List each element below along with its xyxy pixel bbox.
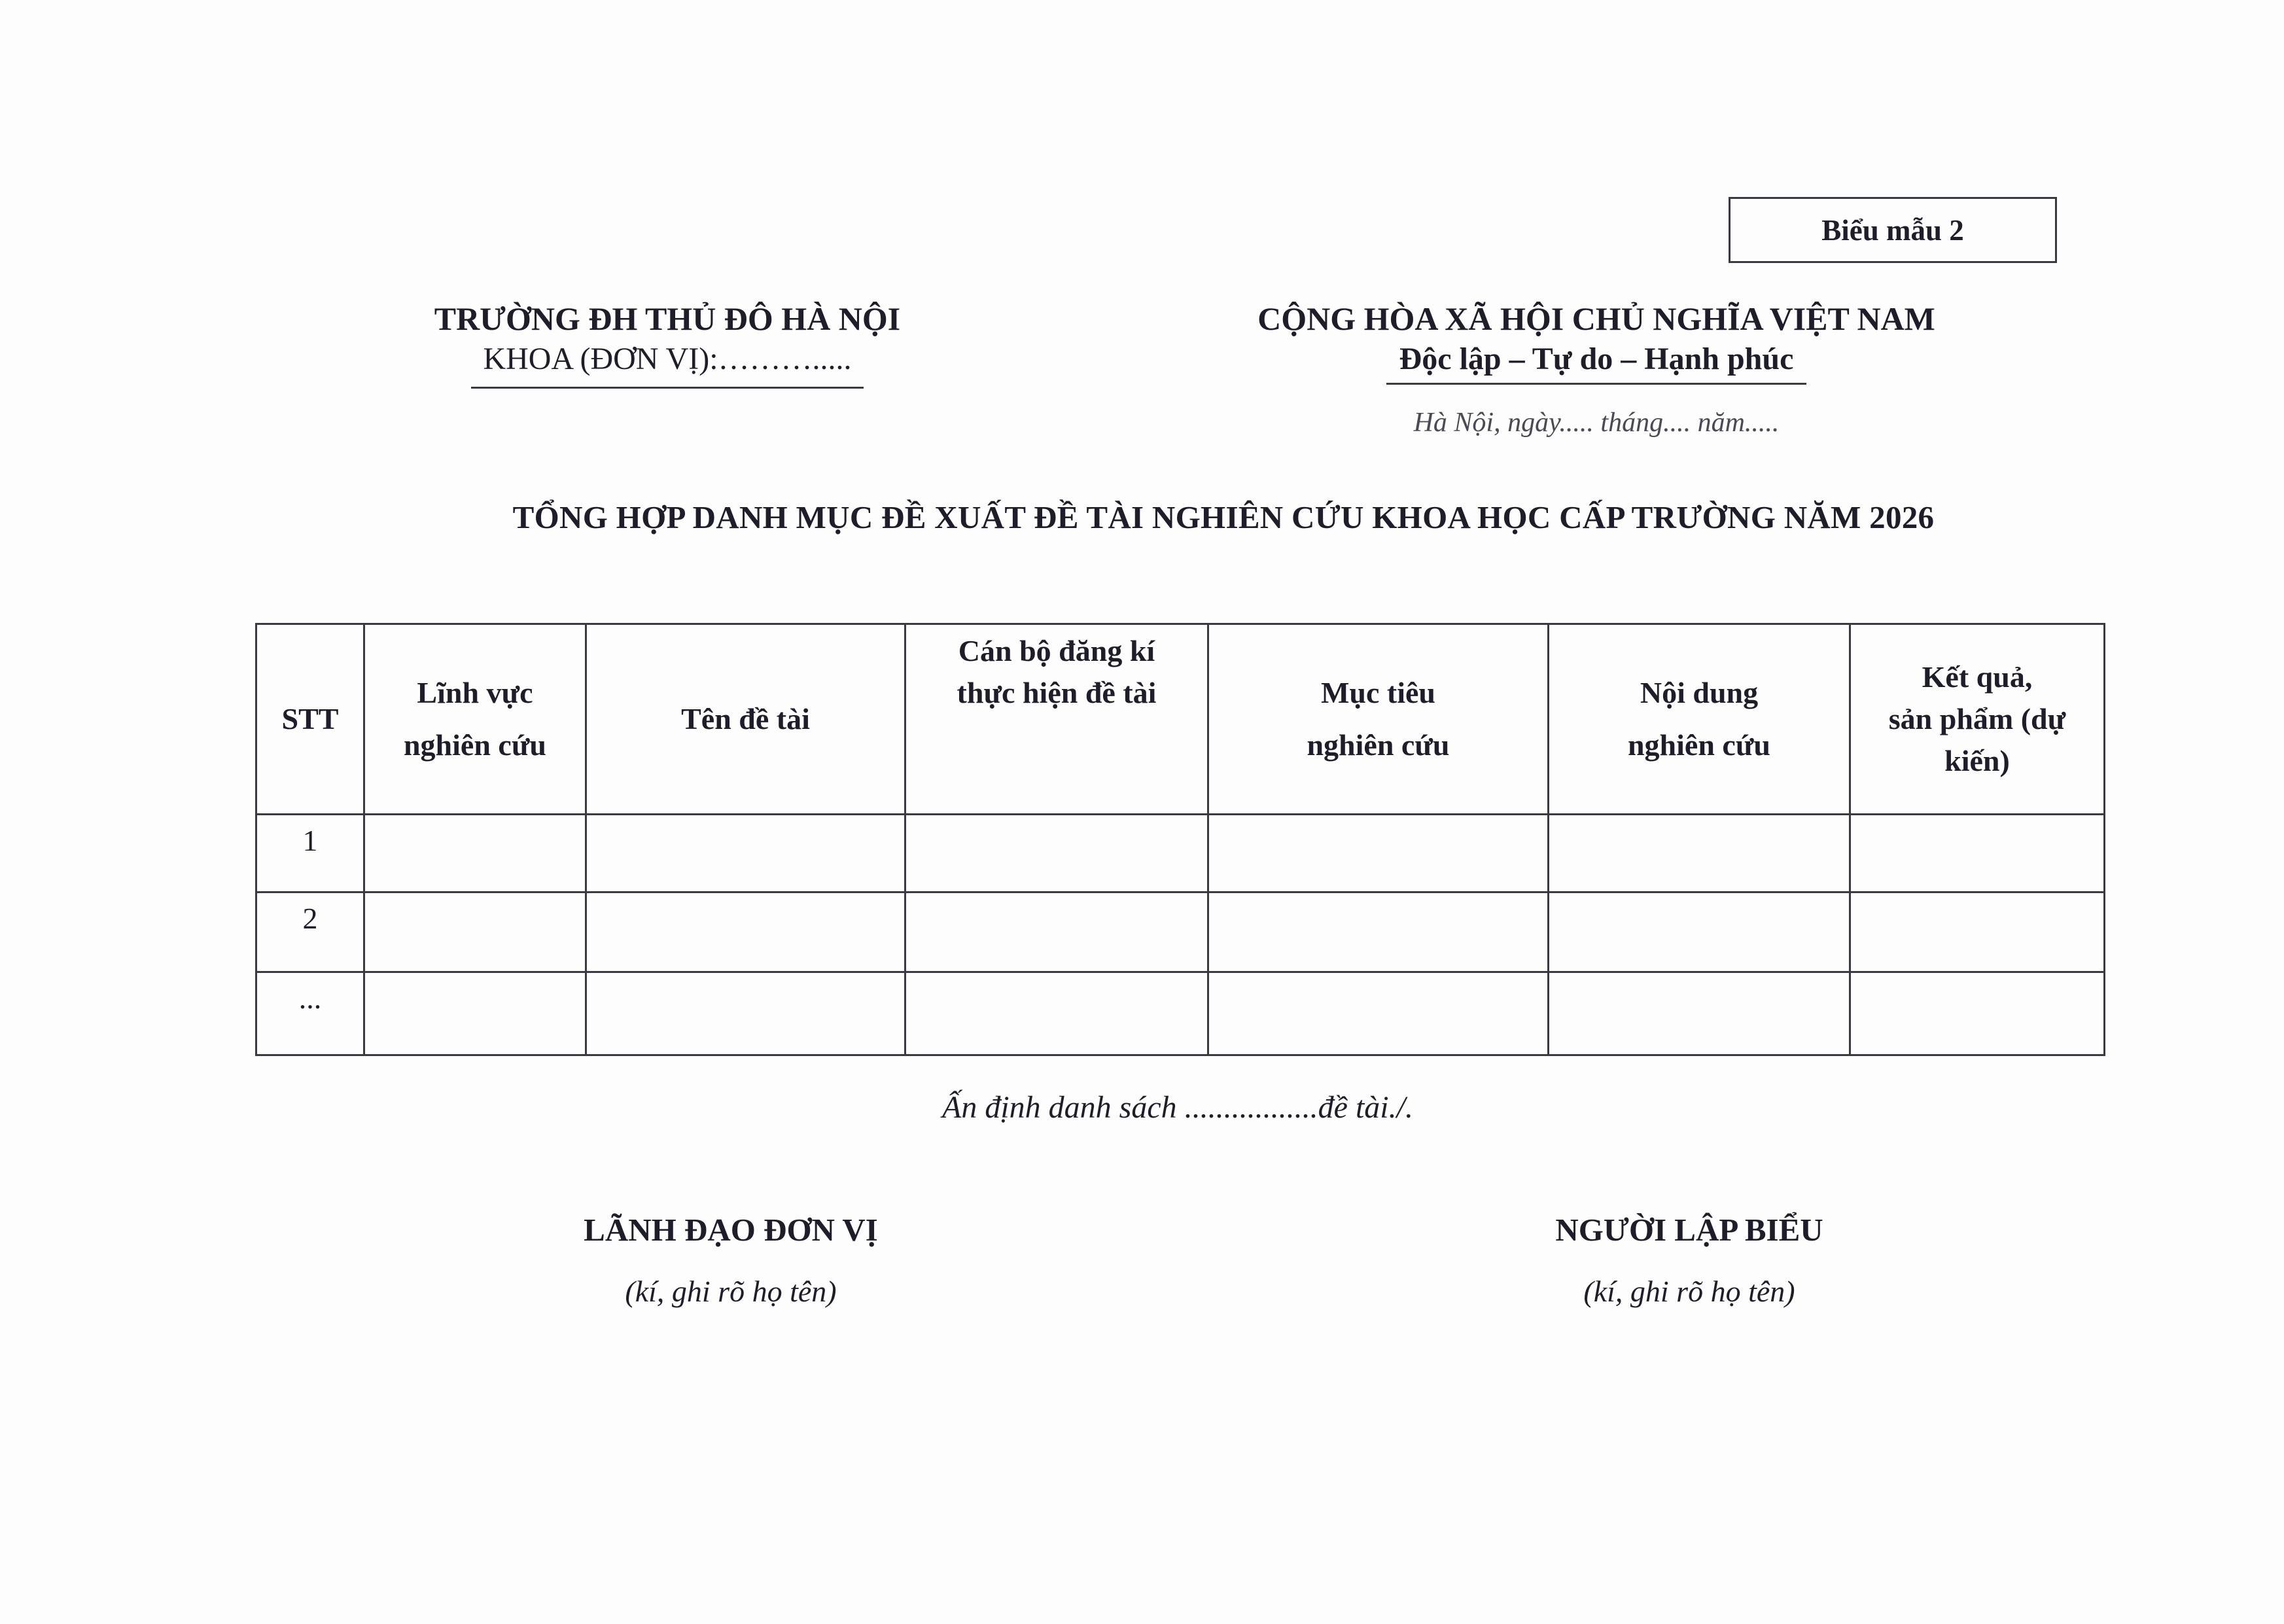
national-motto: Độc lập – Tự do – Hạnh phúc	[1399, 342, 1794, 376]
row-number: 2	[256, 892, 364, 972]
header-registered-staff: Cán bộ đăng kí thực hiện đề tài	[905, 624, 1208, 815]
cell-research-objective[interactable]	[1208, 892, 1549, 972]
cell-topic-name[interactable]	[586, 892, 905, 972]
header-expected-results: Kết quả, sản phẩm (dự kiến)	[1850, 624, 2105, 815]
cell-expected-results[interactable]	[1850, 892, 2105, 972]
cell-topic-name[interactable]	[586, 972, 905, 1055]
preparer-signature-block	[1428, 1207, 1951, 1315]
cell-expected-results[interactable]	[1850, 815, 2105, 892]
left-header	[393, 298, 942, 389]
fixed-list-note: Ấn định danh sách .................đề tài./.	[942, 1090, 1413, 1125]
preparer-sign-instruction: (kí, ghi rõ họ tên)	[1583, 1275, 1795, 1308]
left-header-rule	[471, 387, 864, 389]
cell-research-objective[interactable]	[1208, 815, 1549, 892]
right-header	[1217, 298, 1976, 385]
header-stt: STT	[256, 624, 364, 815]
preparer-title: NGƯỜI LẬP BIỂU	[1555, 1212, 1823, 1248]
school-name: TRƯỜNG ĐH THỦ ĐÔ HÀ NỘI	[434, 300, 901, 337]
cell-registered-staff[interactable]	[905, 972, 1208, 1055]
unit-leader-signature-block	[469, 1207, 993, 1315]
header-research-field: Lĩnh vực nghiên cứu	[364, 624, 586, 815]
unit-leader-sign-instruction: (kí, ghi rõ họ tên)	[625, 1275, 837, 1308]
form-label: Biểu mẫu 2	[1821, 213, 1964, 247]
cell-registered-staff[interactable]	[905, 815, 1208, 892]
header-topic-name: Tên đề tài	[586, 624, 905, 815]
unit-line: KHOA (ĐƠN VỊ):……….....	[483, 342, 852, 376]
cell-research-content[interactable]	[1549, 972, 1850, 1055]
cell-topic-name[interactable]	[586, 815, 905, 892]
table-header-row	[256, 624, 2105, 815]
header-research-objective: Mục tiêu nghiên cứu	[1208, 624, 1549, 815]
cell-research-field[interactable]	[364, 972, 586, 1055]
cell-research-field[interactable]	[364, 892, 586, 972]
cell-research-objective[interactable]	[1208, 972, 1549, 1055]
place-date-line: Hà Nội, ngày..... tháng.... năm.....	[1413, 408, 1780, 438]
cell-expected-results[interactable]	[1850, 972, 2105, 1055]
table-row	[256, 972, 2105, 1055]
header-research-content: Nội dung nghiên cứu	[1549, 624, 1850, 815]
row-number: 1	[256, 815, 364, 892]
form-label-box	[1729, 197, 2057, 263]
cell-registered-staff[interactable]	[905, 892, 1208, 972]
document-title: TỔNG HỢP DANH MỤC ĐỀ XUẤT ĐỀ TÀI NGHIÊN CỨU KHOA HỌC CẤP TRƯỜNG NĂM 2026	[512, 499, 1935, 535]
cell-research-content[interactable]	[1549, 815, 1850, 892]
motto-rule	[1386, 383, 1806, 385]
row-number: ...	[256, 972, 364, 1055]
cell-research-field[interactable]	[364, 815, 586, 892]
unit-leader-title: LÃNH ĐẠO ĐƠN VỊ	[584, 1212, 878, 1248]
nation-name: CỘNG HÒA XÃ HỘI CHỦ NGHĨA VIỆT NAM	[1257, 300, 1935, 337]
cell-research-content[interactable]	[1549, 892, 1850, 972]
table-row	[256, 892, 2105, 972]
proposal-table	[255, 623, 2105, 1056]
table-row	[256, 815, 2105, 892]
